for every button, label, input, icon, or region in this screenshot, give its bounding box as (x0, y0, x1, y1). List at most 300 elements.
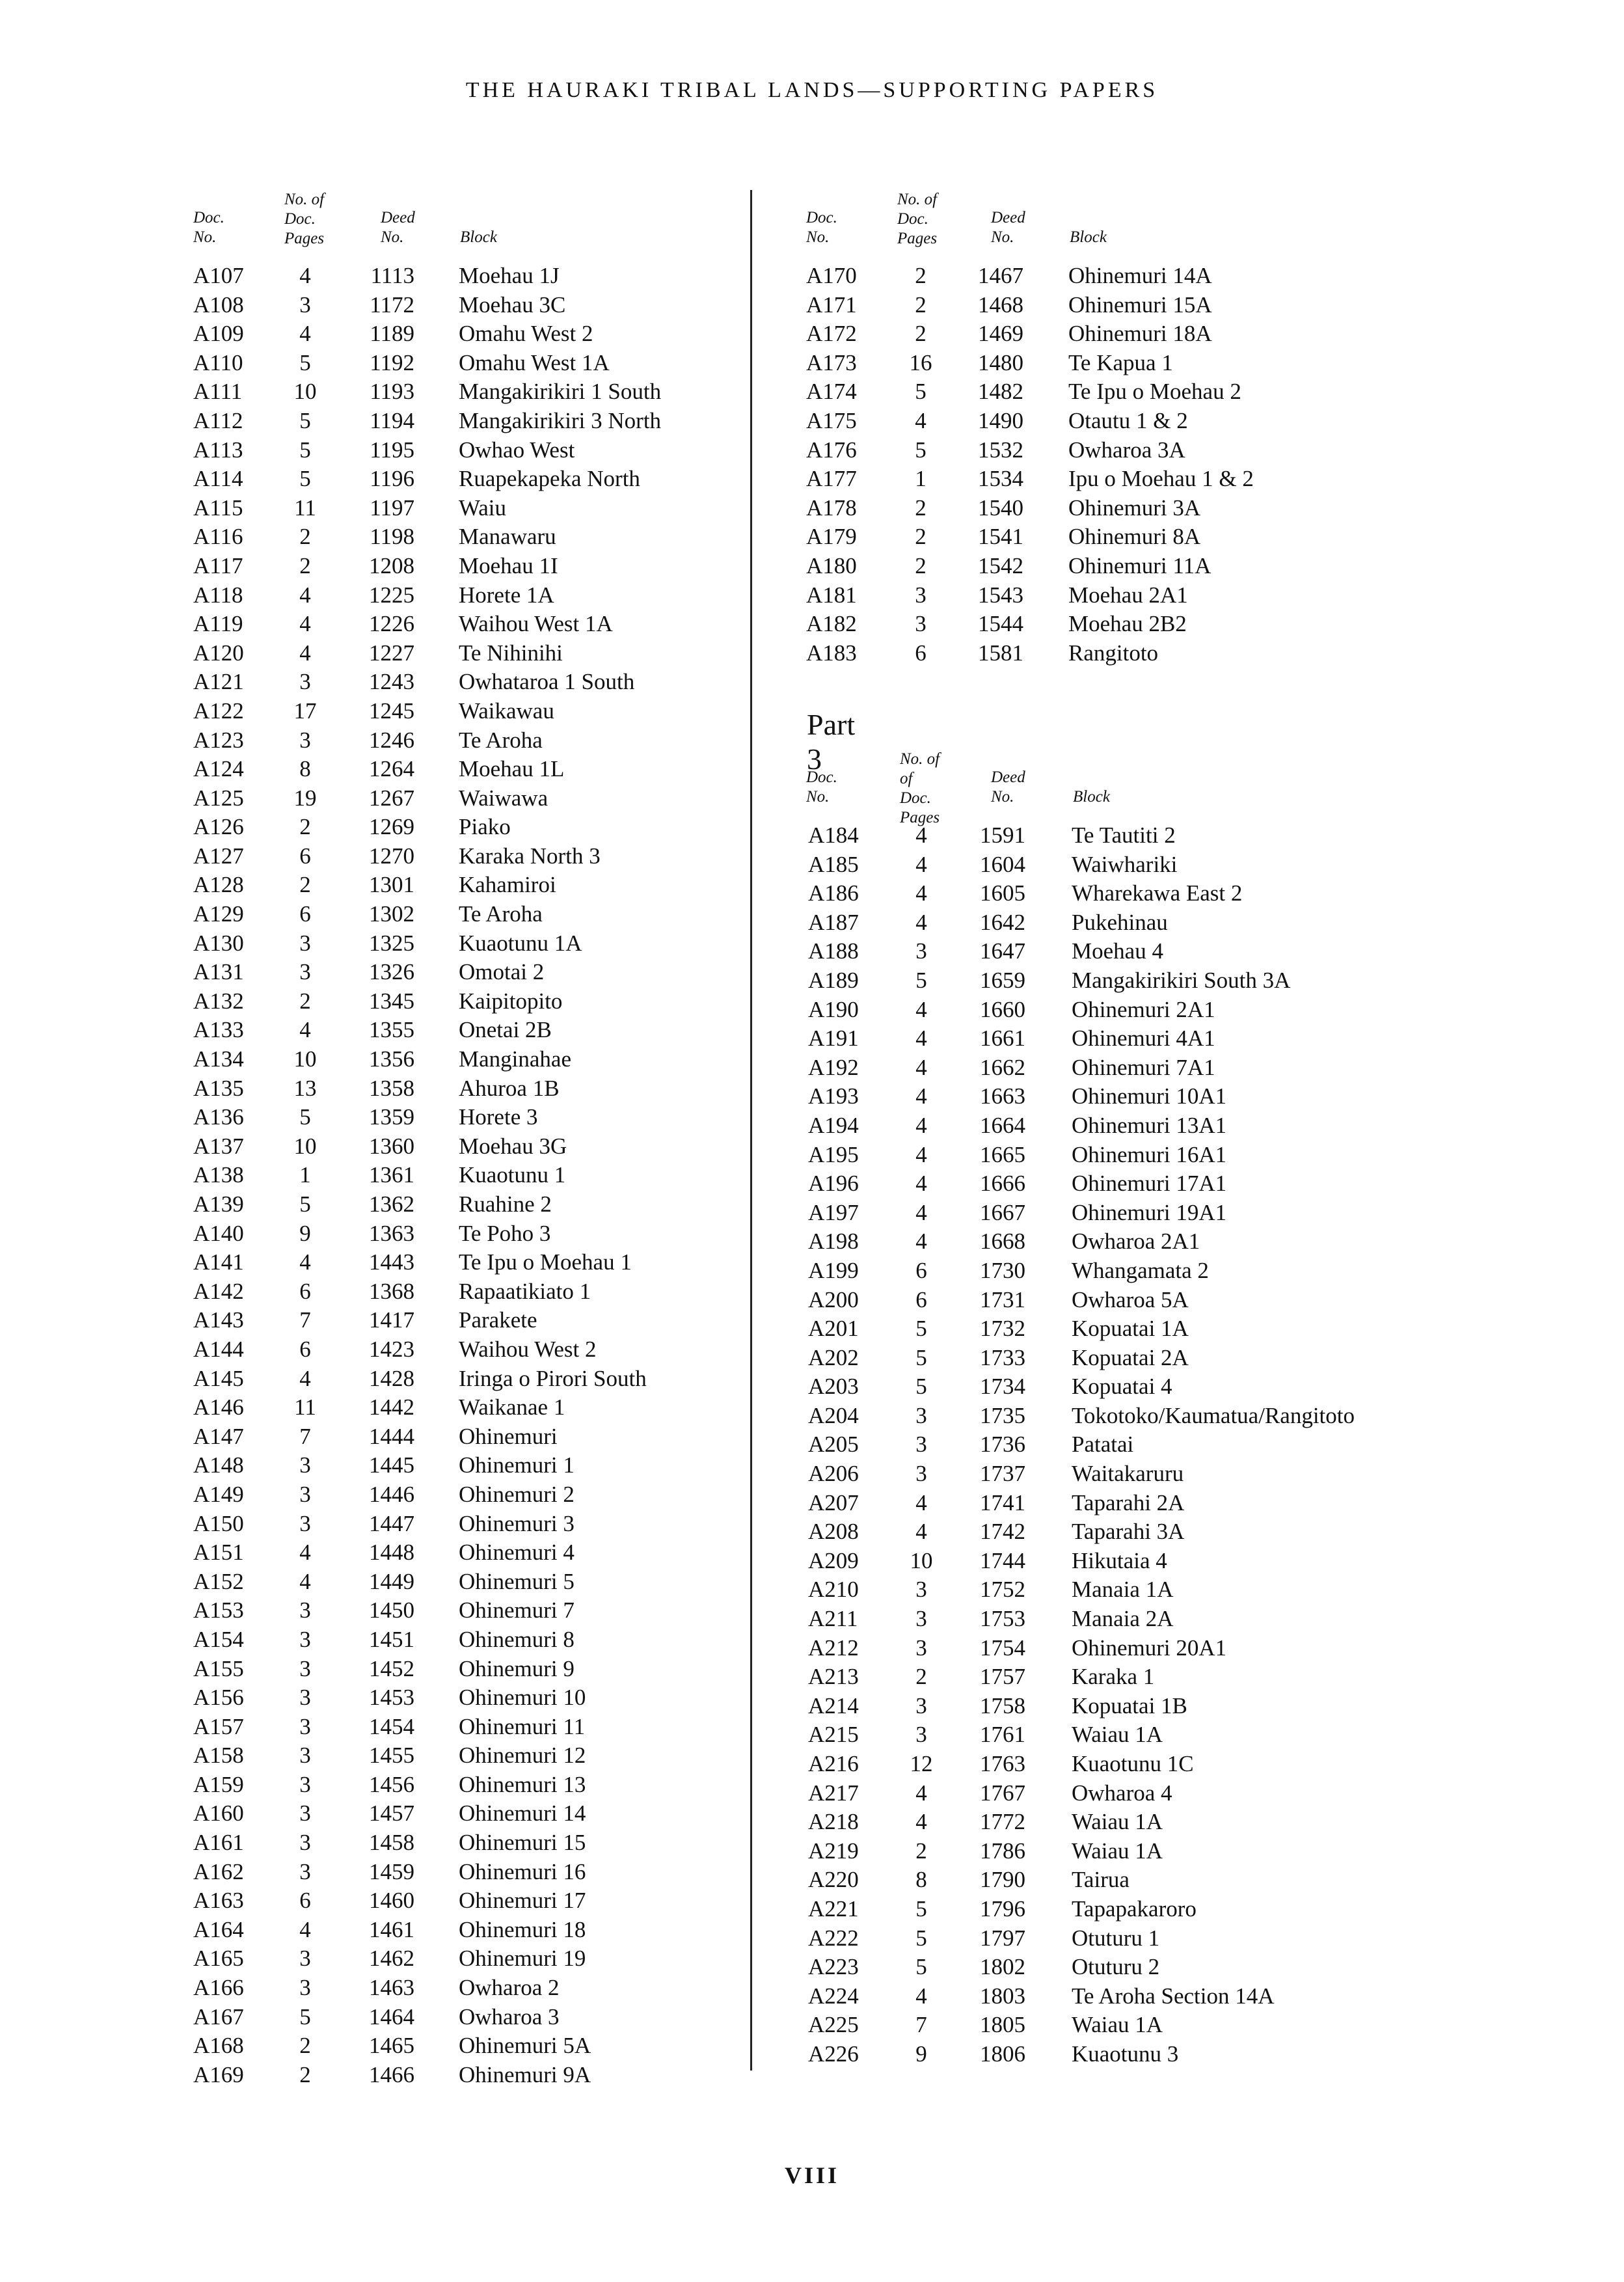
block-name: Moehau 1I (459, 552, 558, 578)
deed-number: 1796 (980, 1895, 1025, 1922)
page-count: 3 (299, 1685, 311, 1711)
block-name: Tokotoko/Kaumatua/Rangitoto (1072, 1402, 1355, 1428)
deed-number: 1368 (369, 1278, 414, 1304)
doc-number: A138 (193, 1162, 244, 1188)
page-count: 3 (299, 292, 311, 318)
page-count: 5 (915, 1925, 927, 1951)
deed-number: 1358 (369, 1075, 414, 1101)
page-count: 6 (299, 843, 311, 869)
deed-number: 1208 (369, 552, 414, 578)
table-row (192, 669, 778, 698)
table-row (807, 1722, 1392, 1751)
page-count: 3 (915, 582, 927, 608)
doc-number: A120 (193, 640, 244, 666)
page-count: 4 (299, 582, 311, 608)
deed-number: 1786 (980, 1838, 1025, 1864)
block-name: Kuaotunu 3 (1072, 2041, 1179, 2067)
page-count: 2 (299, 2061, 311, 2087)
doc-number: A147 (193, 1423, 244, 1449)
page-count: 13 (293, 1075, 317, 1101)
block-name: Kuaotunu 1 (459, 1162, 566, 1188)
doc-number: A221 (808, 1895, 859, 1922)
page-count: 2 (915, 263, 927, 288)
deed-number: 1733 (980, 1344, 1025, 1370)
deed-number: 1534 (978, 466, 1023, 492)
block-name: Manaia 2A (1072, 1606, 1174, 1632)
doc-number: A198 (808, 1229, 859, 1255)
doc-number: A121 (193, 669, 244, 695)
page-count: 2 (915, 1664, 927, 1690)
page-count: 3 (299, 1743, 311, 1769)
doc-number: A178 (806, 495, 857, 521)
block-name: Horete 3 (459, 1104, 538, 1130)
doc-number: A203 (808, 1374, 859, 1400)
table-row (805, 408, 1390, 437)
table-row (807, 1548, 1392, 1577)
header-doc-no-part3: Doc. No. (806, 768, 837, 806)
deed-number: 1605 (980, 880, 1025, 906)
block-name: Omahu West 2 (459, 321, 593, 347)
deed-number: 1462 (369, 1946, 414, 1972)
page-count: 2 (299, 524, 311, 550)
page-count: 4 (299, 1365, 311, 1391)
deed-number: 1647 (980, 938, 1025, 964)
doc-number: A175 (806, 407, 857, 433)
doc-number: A204 (808, 1402, 859, 1428)
page-count: 3 (915, 1432, 927, 1458)
table-row (807, 1896, 1392, 1925)
table-row (805, 263, 1390, 292)
table-row (192, 1162, 778, 1191)
table-row (805, 379, 1390, 408)
page-count: 2 (915, 524, 927, 550)
block-name: Horete 1A (459, 582, 554, 608)
doc-number: A174 (806, 379, 857, 405)
table-row (192, 1714, 778, 1743)
part-3-title: Part 3 (807, 708, 856, 776)
page-count: 4 (915, 1112, 927, 1138)
table-row (807, 1983, 1392, 2013)
deed-number: 1736 (980, 1432, 1025, 1458)
table-row (807, 1635, 1392, 1664)
deed-number: 1245 (369, 698, 414, 724)
deed-number: 1464 (369, 2004, 414, 2030)
doc-number: A176 (806, 437, 857, 463)
doc-number: A179 (806, 524, 857, 550)
page-count: 3 (299, 727, 311, 753)
table-row (192, 1888, 778, 1917)
doc-number: A127 (193, 843, 244, 869)
table-row (192, 1627, 778, 1656)
block-name: Ohinemuri 9 (459, 1655, 575, 1681)
doc-number: A169 (193, 2061, 244, 2087)
page-count: 9 (299, 1220, 311, 1246)
table-row (192, 843, 778, 873)
page-count: 5 (299, 1191, 311, 1217)
table-row (807, 1171, 1392, 1200)
deed-number: 1662 (980, 1054, 1025, 1080)
page-count: 6 (299, 1888, 311, 1914)
page-count: 2 (299, 2033, 311, 2059)
deed-number: 1456 (369, 1771, 414, 1797)
table-row (807, 880, 1392, 910)
block-name: Ohinemuri 19 (459, 1946, 586, 1972)
doc-number: A122 (193, 698, 244, 724)
doc-number: A207 (808, 1489, 859, 1515)
deed-number: 1744 (980, 1547, 1025, 1573)
doc-number: A110 (193, 349, 243, 375)
deed-number: 1642 (980, 909, 1025, 935)
doc-number: A208 (808, 1519, 859, 1545)
doc-number: A171 (806, 292, 857, 318)
table-row (807, 1751, 1392, 1780)
table-row (807, 1403, 1392, 1432)
block-name: Ohinemuri 10 (459, 1685, 586, 1711)
deed-number: 1459 (369, 1858, 414, 1884)
table-row (192, 1482, 778, 1511)
block-name: Ohinemuri 11 (459, 1713, 586, 1739)
block-name: Ohinemuri 4A1 (1072, 1026, 1215, 1052)
page-count: 2 (299, 872, 311, 898)
deed-number: 1737 (980, 1461, 1025, 1487)
block-name: Te Kapua 1 (1068, 349, 1173, 375)
table-row (807, 1142, 1392, 1171)
page-count: 4 (915, 1780, 927, 1806)
block-name: Ohinemuri 5A (459, 2033, 591, 2059)
block-name: Ohinemuri 7 (459, 1597, 575, 1623)
page-count: 12 (910, 1751, 933, 1776)
doc-number: A109 (193, 321, 244, 347)
table-row (192, 1917, 778, 1946)
page-count: 4 (915, 909, 927, 935)
page-count: 7 (299, 1307, 311, 1333)
table-row (192, 466, 778, 495)
block-name: Te Aroha (459, 727, 543, 753)
doc-number: A117 (193, 552, 243, 578)
page-count: 6 (299, 1278, 311, 1304)
deed-number: 1466 (369, 2061, 414, 2087)
table-row (807, 997, 1392, 1026)
doc-number: A223 (808, 1954, 859, 1980)
deed-number: 1227 (369, 640, 414, 666)
deed-number: 1362 (369, 1191, 414, 1217)
table-row (192, 1307, 778, 1337)
header-block: Block (1070, 228, 1107, 246)
block-name: Ipu o Moehau 1 & 2 (1068, 466, 1254, 492)
block-name: Owhao West (459, 437, 575, 463)
block-name: Kopuatai 1A (1072, 1316, 1189, 1342)
doc-number: A191 (808, 1026, 859, 1052)
doc-number: A143 (193, 1307, 244, 1333)
block-name: Owharoa 5A (1072, 1286, 1189, 1312)
table-row (192, 1975, 778, 2004)
block-name: Waihou West 1A (459, 611, 613, 637)
deed-number: 1113 (370, 263, 414, 288)
page-count: 3 (299, 1626, 311, 1652)
doc-number: A216 (808, 1751, 859, 1776)
table-row (192, 2062, 778, 2091)
block-name: Mangakirikiri 3 North (459, 407, 662, 433)
deed-number: 1442 (369, 1394, 414, 1420)
block-name: Ohinemuri 7A1 (1072, 1054, 1215, 1080)
doc-number: A172 (806, 321, 857, 347)
doc-number: A118 (193, 582, 243, 608)
header-deed-no: Deed No. (991, 209, 1025, 246)
block-name: Waiau 1A (1072, 1722, 1163, 1748)
deed-number: 1543 (978, 582, 1023, 608)
deed-number: 1226 (369, 611, 414, 637)
block-name: Kaipitopito (459, 988, 563, 1014)
doc-number: A183 (806, 640, 857, 666)
block-name: Kuaotunu 1C (1072, 1751, 1194, 1776)
doc-number: A201 (808, 1316, 859, 1342)
doc-number: A163 (193, 1888, 244, 1914)
table-row (807, 1867, 1392, 1896)
page-count: 2 (915, 495, 927, 521)
table-row (805, 437, 1390, 467)
deed-number: 1447 (369, 1510, 414, 1536)
table-row (807, 1780, 1392, 1810)
doc-number: A135 (193, 1075, 244, 1101)
doc-number: A154 (193, 1626, 244, 1652)
page-count: 3 (299, 930, 311, 956)
block-name: Waihou West 2 (459, 1336, 597, 1362)
deed-number: 1463 (369, 1975, 414, 2001)
doc-number: A156 (193, 1685, 244, 1711)
header-pages: No. of Doc. Pages (284, 191, 325, 247)
doc-number: A115 (193, 495, 243, 521)
doc-number: A181 (806, 582, 857, 608)
doc-number: A146 (193, 1394, 244, 1420)
page-count: 3 (299, 1975, 311, 2001)
deed-number: 1267 (369, 785, 414, 811)
left-table (192, 263, 778, 2091)
deed-number: 1356 (369, 1046, 414, 1072)
doc-number: A222 (808, 1925, 859, 1951)
deed-number: 1451 (369, 1626, 414, 1652)
table-row (192, 1366, 778, 1395)
block-name: Ohinemuri 5 (459, 1568, 575, 1594)
deed-number: 1741 (980, 1489, 1025, 1515)
doc-number: A212 (808, 1635, 859, 1661)
table-row (805, 524, 1390, 553)
deed-number: 1355 (369, 1017, 414, 1043)
block-name: Omahu West 1A (459, 349, 610, 375)
table-row (192, 379, 778, 408)
table-row (807, 968, 1392, 997)
deed-number: 1302 (369, 901, 414, 927)
block-name: Waikanae 1 (459, 1394, 565, 1420)
table-row (807, 1287, 1392, 1316)
doc-number: A139 (193, 1191, 244, 1217)
deed-number: 1660 (980, 996, 1025, 1022)
page-count: 3 (915, 611, 927, 637)
page-count: 5 (915, 967, 927, 993)
deed-number: 1443 (369, 1249, 414, 1275)
deed-number: 1189 (370, 321, 414, 347)
doc-number: A226 (808, 2041, 859, 2067)
page-count: 10 (293, 1046, 317, 1072)
page-count: 4 (915, 1809, 927, 1835)
deed-number: 1805 (980, 2012, 1025, 2038)
page-count: 11 (294, 495, 316, 521)
doc-number: A199 (808, 1257, 859, 1283)
page-count: 3 (299, 1452, 311, 1478)
table-row (807, 1693, 1392, 1722)
page-count: 5 (915, 1954, 927, 1980)
doc-number: A123 (193, 727, 244, 753)
doc-number: A167 (193, 2004, 244, 2030)
page-count: 3 (915, 1635, 927, 1661)
page-count: 3 (299, 959, 311, 985)
table-row (192, 1569, 778, 1598)
doc-number: A182 (806, 611, 857, 637)
table-row (807, 1258, 1392, 1287)
doc-number: A215 (808, 1722, 859, 1748)
block-name: Ohinemuri 14A (1068, 263, 1212, 288)
block-name: Taparahi 2A (1072, 1489, 1185, 1515)
deed-number: 1490 (978, 407, 1023, 433)
block-name: Te Ipu o Moehau 2 (1068, 379, 1241, 405)
page-count: 2 (915, 292, 927, 318)
page-count: 8 (915, 1867, 927, 1893)
table-row (807, 1809, 1392, 1838)
table-row (805, 582, 1390, 612)
doc-number: A114 (193, 466, 243, 492)
doc-number: A107 (193, 263, 244, 288)
page-count: 4 (915, 1171, 927, 1197)
table-row (192, 1424, 778, 1453)
page-count: 2 (299, 552, 311, 578)
block-name: Te Ipu o Moehau 1 (459, 1249, 632, 1275)
block-name: Tapapakaroro (1072, 1895, 1197, 1922)
deed-number: 1457 (369, 1800, 414, 1827)
page-count: 4 (299, 1568, 311, 1594)
table-row (192, 1221, 778, 1250)
block-name: Manginahae (459, 1046, 571, 1072)
block-name: Onetai 2B (459, 1017, 552, 1043)
deed-number: 1469 (978, 321, 1023, 347)
deed-number: 1667 (980, 1199, 1025, 1225)
deed-number: 1461 (369, 1916, 414, 1942)
table-row (192, 1656, 778, 1685)
table-row (192, 1337, 778, 1366)
doc-number: A185 (808, 851, 859, 877)
running-head: THE HAURAKI TRIBAL LANDS—SUPPORTING PAPERS (465, 78, 1159, 102)
doc-number: A186 (808, 880, 859, 906)
deed-number: 1460 (369, 1888, 414, 1914)
table-row (805, 553, 1390, 582)
table-row (192, 814, 778, 843)
table-row (805, 466, 1390, 495)
doc-number: A157 (193, 1713, 244, 1739)
block-name: Ohinemuri 9A (459, 2061, 591, 2087)
deed-number: 1449 (369, 1568, 414, 1594)
block-name: Ohinemuri 11A (1068, 552, 1211, 578)
table-row (192, 1104, 778, 1134)
deed-number: 1444 (369, 1423, 414, 1449)
block-name: Ohinemuri 20A1 (1072, 1635, 1227, 1661)
block-name: Te Aroha (459, 901, 543, 927)
doc-number: A210 (808, 1577, 859, 1603)
doc-number: A177 (806, 466, 857, 492)
doc-number: A189 (808, 967, 859, 993)
page-count: 6 (915, 1286, 927, 1312)
doc-number: A152 (193, 1568, 244, 1594)
table-row (807, 1026, 1392, 1055)
doc-number: A200 (808, 1286, 859, 1312)
table-row (192, 495, 778, 524)
page-count: 4 (915, 1026, 927, 1052)
table-row (807, 1461, 1392, 1490)
page-count: 3 (299, 1713, 311, 1739)
doc-number: A153 (193, 1597, 244, 1623)
header-block: Block (460, 228, 497, 246)
doc-number: A119 (193, 611, 243, 637)
block-name: Owharoa 3A (1068, 437, 1185, 463)
page-count: 3 (299, 669, 311, 695)
doc-number: A164 (193, 1916, 244, 1942)
deed-number: 1752 (980, 1577, 1025, 1603)
page-count: 5 (915, 437, 927, 463)
header-pages-part3: No. of of Doc. Pages (900, 750, 940, 826)
deed-number: 1243 (369, 669, 414, 695)
page-count: 2 (915, 321, 927, 347)
table-row (192, 1597, 778, 1627)
doc-number: A194 (808, 1112, 859, 1138)
page-count: 5 (299, 437, 311, 463)
table-row (192, 1946, 778, 1975)
page-count: 4 (915, 851, 927, 877)
block-name: Te Tautiti 2 (1072, 822, 1176, 848)
deed-number: 1465 (369, 2033, 414, 2059)
block-name: Wharekawa East 2 (1072, 880, 1243, 906)
table-row (192, 263, 778, 292)
deed-number: 1540 (978, 495, 1023, 521)
block-name: Ahuroa 1B (459, 1075, 560, 1101)
doc-number: A190 (808, 996, 859, 1022)
block-name: Manaia 1A (1072, 1577, 1174, 1603)
deed-number: 1193 (370, 379, 414, 405)
block-name: Kopuatai 4 (1072, 1374, 1172, 1400)
page-count: 5 (299, 1104, 311, 1130)
header-block-part3: Block (1073, 788, 1110, 806)
doc-number: A160 (193, 1800, 244, 1827)
block-name: Otuturu 2 (1072, 1954, 1160, 1980)
deed-number: 1194 (370, 407, 414, 433)
deed-number: 1192 (370, 349, 414, 375)
block-name: Kuaotunu 1A (459, 930, 582, 956)
doc-number: A195 (808, 1141, 859, 1167)
deed-number: 1428 (369, 1365, 414, 1391)
block-name: Otautu 1 & 2 (1068, 407, 1188, 433)
block-name: Te Poho 3 (459, 1220, 551, 1246)
table-row (192, 1046, 778, 1076)
table-row (192, 930, 778, 960)
doc-number: A108 (193, 292, 244, 318)
page-count: 4 (915, 1229, 927, 1255)
table-row (192, 1191, 778, 1221)
block-name: Moehau 2B2 (1068, 611, 1187, 637)
block-name: Ohinemuri 8 (459, 1626, 575, 1652)
doc-number: A150 (193, 1510, 244, 1536)
doc-number: A116 (193, 524, 243, 550)
table-row (192, 582, 778, 612)
doc-number: A158 (193, 1743, 244, 1769)
doc-number: A196 (808, 1171, 859, 1197)
deed-number: 1542 (978, 552, 1023, 578)
table-row (807, 1954, 1392, 1983)
